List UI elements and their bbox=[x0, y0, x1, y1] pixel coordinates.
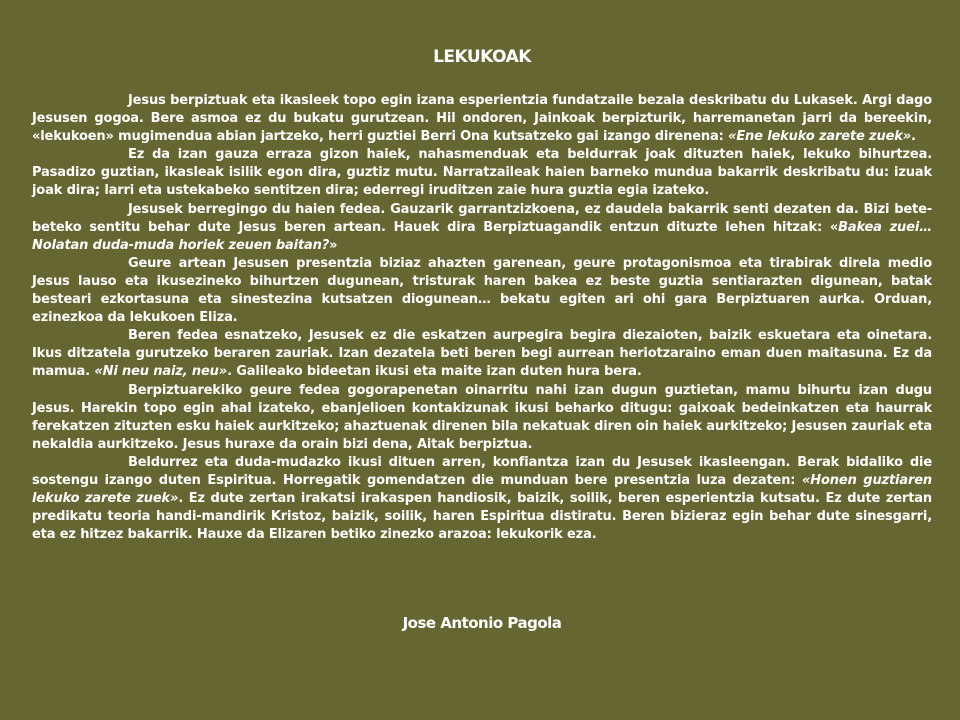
slide-title: LEKUKOAK bbox=[433, 47, 531, 67]
text-segment: . Galileako bideetan ikusi eta maite izan duten hura bera. bbox=[227, 364, 642, 380]
italic-quote: Bakea zuei… Nolatan duda-muda horiek zeuen baitan? bbox=[32, 219, 932, 253]
text-segment: Jesusek berregingo du haien fedea. Gauzarik garrantzizkoena, ez daudela bakarrik senti dezaten da. Bizi bete-beteko sentitu behar dute Jesus beren artean. Hauek dira Berpiztuagandik entzun dituzte lehen hitzak: « bbox=[32, 201, 932, 235]
slide bbox=[32, 0, 932, 720]
slide-body bbox=[32, 92, 932, 544]
paragraph bbox=[32, 327, 932, 381]
text-segment: Beren fedea esnatzeko, Jesusek ez die eskatzen aurpegira begira diezaioten, baizik eskuetara eta oinetara. Ikus ditzatela gurutzeko beraren zauriak. Izan dezatela beti beren begi aurrean heriotzaraino eman duen maitasuna. Ez da mamua. bbox=[32, 328, 932, 380]
text-segment: Geure artean Jesusen presentzia biziaz ahazten garenean, geure protagonismoa eta tirabirak direla medio Jesus lauso eta ikusezineko bihurtzen dugunean, tristurak haren bakea ez beste guztia sentiarazten digunean, batak besteari ezkortasuna eta sinestezina kutsatzen diogunean… bekatu egiten ari ohi gara Berpiztuaren aurka. Orduan, ezinezkoa da lekukoen Eliza. bbox=[32, 255, 932, 326]
italic-quote: «Honen guztiaren lekuko zarete zuek» bbox=[32, 472, 932, 507]
paragraph bbox=[32, 146, 932, 200]
text-segment: Berpiztuarekiko geure fedea gogorapenetan oinarritu nahi izan dugun guztietan, mamu bihurtu izan dugu Jesus. Harekin topo egin ahal izateko, ebanjelioen kontakizunak ikusi beharko ditugu: gaixoak bedeinkatzen eta haurrak ferekatzen zituzten esku haiek aurkitzeko; ahaztuenak direnen bila nekatuak diren oin haiek aurkitzeko; Jesusen zauriak eta nekaldia aurkitzeko. Jesus huraxe da orain bizi dena, Aitak berpiztua. bbox=[32, 382, 932, 452]
paragraph bbox=[32, 92, 932, 146]
text-segment: Ez da izan gauza erraza gizon haiek, nahasmenduak eta beldurrak joak dituzten haiek, lekuko bihurtzea. Pasadizo guztian, ikasleak isilik egon dira, guztiz mutu. Narratzaileak haien barneko mundua bakarrik deskribatu du: izuak joak dira; larri eta ustekabeko sentitzen dira; ederregi iruditzen zaie hura guztia egia izateko. bbox=[32, 147, 932, 199]
paragraph bbox=[32, 255, 932, 327]
paragraph bbox=[32, 382, 932, 454]
text-segment: » bbox=[329, 237, 338, 253]
text-segment: . Ez dute zertan irakatsi irakaspen handiosik, baizik, soilik, beren esperientzia kutsatu. Ez dute zertan predikatu teoria handi-mandirik Kristoz, baizik, soilik, haren Espiritua distiratu. Beren bizieraz egin behar dute sinesgarri, eta ez hitzez bakarrik. Hauxe da Elizaren betiko zinezko arazoa: lekukorik eza. bbox=[32, 491, 932, 543]
paragraph bbox=[32, 201, 932, 255]
text-segment: Beldurrez eta duda-mudazko ikusi dituen arren, konfiantza izan du Jesusek ikasleengan. Berak bidaliko die sostengu izango duten Espiritua. Horregatik gomendatzen die munduan bere presentzia luza dezaten: bbox=[32, 454, 932, 488]
paragraph bbox=[32, 454, 932, 544]
author-name: Jose Antonio Pagola bbox=[402, 614, 562, 632]
italic-quote: «Ni neu naiz, neu» bbox=[94, 364, 228, 380]
italic-quote: «Ene lekuko zarete zuek» bbox=[728, 129, 912, 145]
text-segment: . bbox=[911, 129, 916, 145]
text-segment: Jesus berpiztuak eta ikasleek topo egin izana esperientzia fundatzaile bezala deskribatu du Lukasek. Argi dago Jesusen gogoa. Bere asmoa ez du bukatu gurutzean. Hil ondoren, Jainkoak berpizturik, harremanetan jarri da bereekin, «lekukoen» mugimendua abian jartzeko, herri guztiei Berri Ona kutsatzeko gai izango direnena: bbox=[32, 93, 932, 145]
